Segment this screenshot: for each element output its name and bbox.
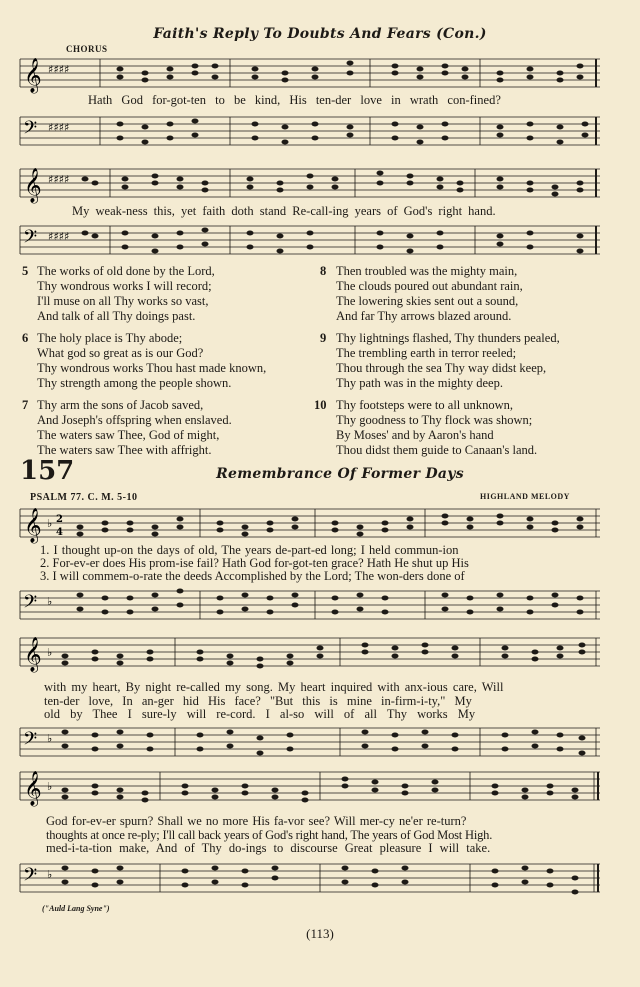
- verse-line: I'll muse on all Thy works so vast,: [37, 294, 209, 308]
- hymn-title-157: Remembrance Of Former Days: [216, 466, 464, 482]
- music-staff-treble-2: [20, 165, 600, 205]
- verse-line: Thy wondrous works I will record;: [37, 279, 212, 293]
- lyric-line: thoughts at once re-ply; I'll call back years of God's right hand, The years of God Most High.: [46, 827, 493, 842]
- music-staff-157-bass-1: [20, 587, 600, 627]
- lyrics-top-line1: Hath God for-got-ten to be kind, His ten-der love in wrath con-fined?: [88, 93, 501, 107]
- verse-line: Thy strength among the people shown.: [37, 376, 232, 390]
- svg-text:𝄢: 𝄢: [23, 227, 38, 252]
- verse-number: 7: [22, 398, 29, 412]
- lyrics-157-system3: [46, 815, 492, 856]
- verse-line: And talk of all Thy doings past.: [37, 309, 196, 323]
- verse-line: What god so great as is our God?: [37, 346, 204, 360]
- music-staff-treble-1: [20, 55, 600, 95]
- verse-line: The waters saw Thee with affright.: [37, 443, 212, 457]
- verse-line: Thy wondrous works Thou hast made known,: [37, 361, 267, 375]
- svg-text:♭: ♭: [47, 732, 53, 745]
- lyrics-157-system1: [40, 544, 469, 583]
- svg-text:2: 2: [56, 514, 63, 525]
- verse-line: By Moses' and by Aaron's hand: [336, 428, 494, 442]
- verse-line: And far Thy arrows blazed around.: [336, 309, 512, 323]
- svg-text:♭: ♭: [47, 595, 53, 608]
- svg-text:𝄞: 𝄞: [24, 58, 42, 93]
- music-staff-157-treble-2: [20, 634, 600, 674]
- psalm-reference: PSALM 77. C. M. 5-10: [30, 492, 138, 503]
- svg-text:𝄢: 𝄢: [23, 118, 38, 143]
- verse-number: 10: [314, 398, 327, 412]
- tune-footnote: ("Auld Lang Syne"): [42, 904, 110, 913]
- svg-text:♭: ♭: [47, 646, 53, 659]
- verse-line: The waters saw Thee, God of might,: [37, 428, 220, 442]
- verse-line: And Joseph's offspring when enslaved.: [37, 413, 232, 427]
- lyrics-top-line2: My weak-ness this, yet faith doth stand Re-call-ing years of God's right hand.: [72, 204, 496, 218]
- verse-line: Thy path was in the mighty deep.: [336, 376, 503, 390]
- verse-number: 8: [320, 264, 327, 278]
- svg-text:♭: ♭: [47, 517, 53, 530]
- svg-text:𝄢: 𝄢: [23, 592, 38, 617]
- svg-text:♭: ♭: [47, 868, 53, 881]
- lyrics-157-system2: [44, 681, 503, 722]
- svg-text:𝄢: 𝄢: [23, 729, 38, 754]
- verse-line: The trembling earth in terror reeled;: [336, 346, 517, 360]
- music-staff-bass-2: [20, 222, 600, 262]
- verse-block: [320, 331, 620, 391]
- music-staff-157-bass-2: [20, 724, 600, 764]
- verse-block: [22, 264, 312, 324]
- lyric-line: med-i-ta-tion make, And of Thy do-ings to discourse Great pleasure I will take.: [46, 841, 491, 855]
- hymn-number: 157: [20, 456, 75, 486]
- lyric-line: God for-ev-er spurn? Shall we no more His fa-vor see? Will mer-cy ne'er re-turn?: [46, 814, 467, 828]
- verse-line: Thou through the sea Thy way didst keep,: [336, 361, 547, 375]
- verse-line: The works of old done by the Lord,: [37, 264, 215, 278]
- verse-line: Then troubled was the mighty main,: [336, 264, 518, 278]
- svg-text:𝄞: 𝄞: [24, 508, 42, 543]
- music-staff-157-treble-3: [20, 768, 600, 808]
- music-staff-bass-1: [20, 113, 600, 153]
- lyric-line: ten-der love, In an-ger hid His face? "But this is mine in-firm-i-ty," My: [44, 693, 472, 708]
- music-staff-157-bass-3: [20, 860, 600, 900]
- verse-block: [320, 264, 620, 324]
- verse-line: The lowering skies sent out a sound,: [336, 294, 519, 308]
- tune-name: HIGHLAND MELODY: [480, 492, 570, 501]
- svg-text:𝄢: 𝄢: [23, 865, 38, 890]
- verse-line: Thy goodness to Thy flock was shown;: [336, 413, 533, 427]
- verse-block: [22, 398, 312, 458]
- svg-text:♭: ♭: [47, 780, 53, 793]
- verse-line: Thy lightnings flashed, Thy thunders pealed,: [336, 331, 560, 345]
- svg-text:𝄞: 𝄞: [24, 771, 42, 806]
- lyric-line: with my heart, By night re-called my song. My heart inquired with anx-ious care, Will: [44, 680, 504, 694]
- verse-number: 9: [320, 331, 327, 345]
- lyric-line: 3. I will commem-o-rate the deeds Accomplished by the Lord; The won-ders done of: [40, 569, 465, 583]
- lyric-line: old by Thee I sure-ly will re-cord. I al-so will of all Thy works My: [44, 707, 476, 721]
- svg-text:𝄞: 𝄞: [24, 168, 42, 203]
- svg-text:♯♯♯♯: ♯♯♯♯: [48, 230, 70, 243]
- chorus-label: CHORUS: [66, 44, 108, 54]
- lyric-line: 1. I thought up-on the days of old, The years de-part-ed long; I held commun-ion: [40, 543, 459, 557]
- verse-line: The holy place is Thy abode;: [37, 331, 183, 345]
- verse-block: [22, 331, 312, 391]
- lyric-line: 2. For-ev-er does His prom-ise fail? Hath God for-got-ten grace? Hath He shut up His: [40, 556, 469, 570]
- verse-number: 6: [22, 331, 29, 345]
- svg-text:𝄞: 𝄞: [24, 637, 42, 672]
- svg-text:♯♯♯♯: ♯♯♯♯: [48, 173, 70, 186]
- verse-number: 5: [22, 264, 29, 278]
- page-number: (113): [306, 926, 334, 941]
- music-staff-157-treble-1: [20, 505, 600, 545]
- verse-line: Thy footsteps were to all unknown,: [336, 398, 514, 412]
- verses-right-column: [314, 264, 620, 458]
- svg-text:♯♯♯♯: ♯♯♯♯: [48, 121, 70, 134]
- verse-line: Thy arm the sons of Jacob saved,: [37, 398, 204, 412]
- svg-text:4: 4: [56, 527, 63, 538]
- svg-text:♯♯♯♯: ♯♯♯♯: [48, 63, 70, 76]
- verses-left-column: [22, 264, 312, 458]
- verse-line: The clouds poured out abundant rain,: [336, 279, 523, 293]
- verse-line: Thou didst them guide to Canaan's land.: [336, 443, 538, 457]
- verse-block: [314, 398, 620, 458]
- hymn-title-top: Faith's Reply To Doubts And Fears (Con.): [153, 26, 487, 42]
